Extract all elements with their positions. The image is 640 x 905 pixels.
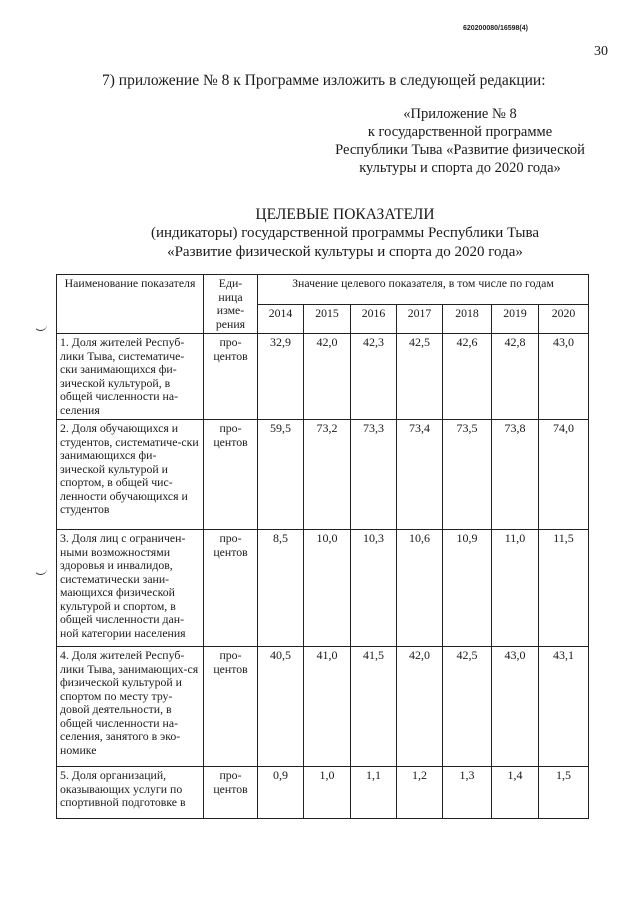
indicator-value: 32,9 [258, 334, 304, 420]
indicator-value: 74,0 [539, 420, 589, 530]
indicator-value: 42,6 [443, 334, 492, 420]
indicator-value: 41,5 [351, 647, 397, 767]
table-row [57, 647, 589, 767]
indicator-value: 1,4 [492, 767, 539, 819]
indicator-value: 10,9 [443, 530, 492, 647]
indicator-value: 42,5 [397, 334, 443, 420]
indicator-value: 1,0 [304, 767, 351, 819]
indicator-value: 42,8 [492, 334, 539, 420]
indicator-value: 1,5 [539, 767, 589, 819]
year-header: 2014 [258, 304, 304, 334]
appendix-line: «Приложение № 8 [403, 106, 517, 122]
scan-mark [34, 322, 47, 331]
indicator-name: 1. Доля жителей Респуб-лики Тыва, систематиче-ски занимающихся фи-зической культурой, в общей численности на-селения [57, 334, 204, 420]
table-row [57, 334, 589, 420]
indicator-unit: про-центов [204, 647, 258, 767]
indicator-value: 73,8 [492, 420, 539, 530]
table-row [57, 767, 589, 819]
year-header: 2018 [443, 304, 492, 334]
appendix-line: культуры и спорта до 2020 года» [359, 160, 561, 176]
indicator-value: 10,6 [397, 530, 443, 647]
indicator-value: 11,5 [539, 530, 589, 647]
indicator-value: 42,3 [351, 334, 397, 420]
document-id: 620200080/16598(4) [462, 25, 528, 32]
column-header-unit: Еди-ница изме-рения [204, 275, 258, 334]
indicator-value: 10,3 [351, 530, 397, 647]
page-number: 30 [594, 44, 608, 59]
indicator-name: 2. Доля обучающихся и студентов, систематиче-ски занимающихся фи-зической культурой и спортом, в общей чис-ленности обучающихся и студентов [57, 420, 204, 530]
appendix-line: к государственной программе [367, 124, 553, 140]
indicator-unit: про-центов [204, 530, 258, 647]
indicator-unit: про-центов [204, 334, 258, 420]
indicator-value: 42,0 [397, 647, 443, 767]
indicator-unit: про-центов [204, 420, 258, 530]
column-header-name: Наименование показателя [57, 275, 204, 334]
appendix-header [310, 105, 610, 177]
indicator-value: 0,9 [258, 767, 304, 819]
indicators-table [56, 274, 589, 819]
indicator-value: 43,0 [492, 647, 539, 767]
indicator-value: 43,1 [539, 647, 589, 767]
year-header: 2015 [304, 304, 351, 334]
indicator-value: 41,0 [304, 647, 351, 767]
title-line: «Развитие физической культуры и спорта до 2020 года» [167, 244, 523, 260]
indicator-value: 10,0 [304, 530, 351, 647]
indicator-name: 5. Доля организаций, оказывающих услуги по спортивной подготовке в [57, 767, 204, 819]
indicator-value: 40,5 [258, 647, 304, 767]
intro-text: 7) приложение № 8 к Программе изложить в следующей редакции: [102, 72, 546, 89]
indicator-name: 4. Доля жителей Респуб-лики Тыва, занимающих-ся физической культурой и спортом по месту тру-довой деятельности, в общей численности на-селения, занятого в эко-номике [57, 647, 204, 767]
column-header-values: Значение целевого показателя, в том числе по годам [258, 275, 589, 305]
indicator-value: 11,0 [492, 530, 539, 647]
indicator-name: 3. Доля лиц с ограничен-ными возможностями здоровья и инвалидов, систематически зани-мающихся физической культурой и спортом, в общей численности дан-ной категории населения [57, 530, 204, 647]
table-row [57, 420, 589, 530]
indicator-unit: про-центов [204, 767, 258, 819]
title-line: ЦЕЛЕВЫЕ ПОКАЗАТЕЛИ [255, 206, 435, 223]
indicator-value: 73,3 [351, 420, 397, 530]
indicator-value: 8,5 [258, 530, 304, 647]
year-header: 2020 [539, 304, 589, 334]
indicator-value: 42,5 [443, 647, 492, 767]
indicator-value: 1,2 [397, 767, 443, 819]
indicator-value: 1,3 [443, 767, 492, 819]
indicator-value: 42,0 [304, 334, 351, 420]
table-header-row [57, 275, 589, 305]
indicator-value: 73,2 [304, 420, 351, 530]
title-line: (индикаторы) государственной программы Республики Тыва [150, 225, 540, 241]
scan-mark [34, 566, 47, 575]
indicator-value: 59,5 [258, 420, 304, 530]
year-header: 2017 [397, 304, 443, 334]
document-title [60, 205, 630, 262]
appendix-line: Республики Тыва «Развитие физической [335, 142, 585, 158]
year-header: 2016 [351, 304, 397, 334]
year-header: 2019 [492, 304, 539, 334]
indicator-value: 43,0 [539, 334, 589, 420]
table-row [57, 530, 589, 647]
indicator-value: 1,1 [351, 767, 397, 819]
indicator-value: 73,5 [443, 420, 492, 530]
indicator-value: 73,4 [397, 420, 443, 530]
